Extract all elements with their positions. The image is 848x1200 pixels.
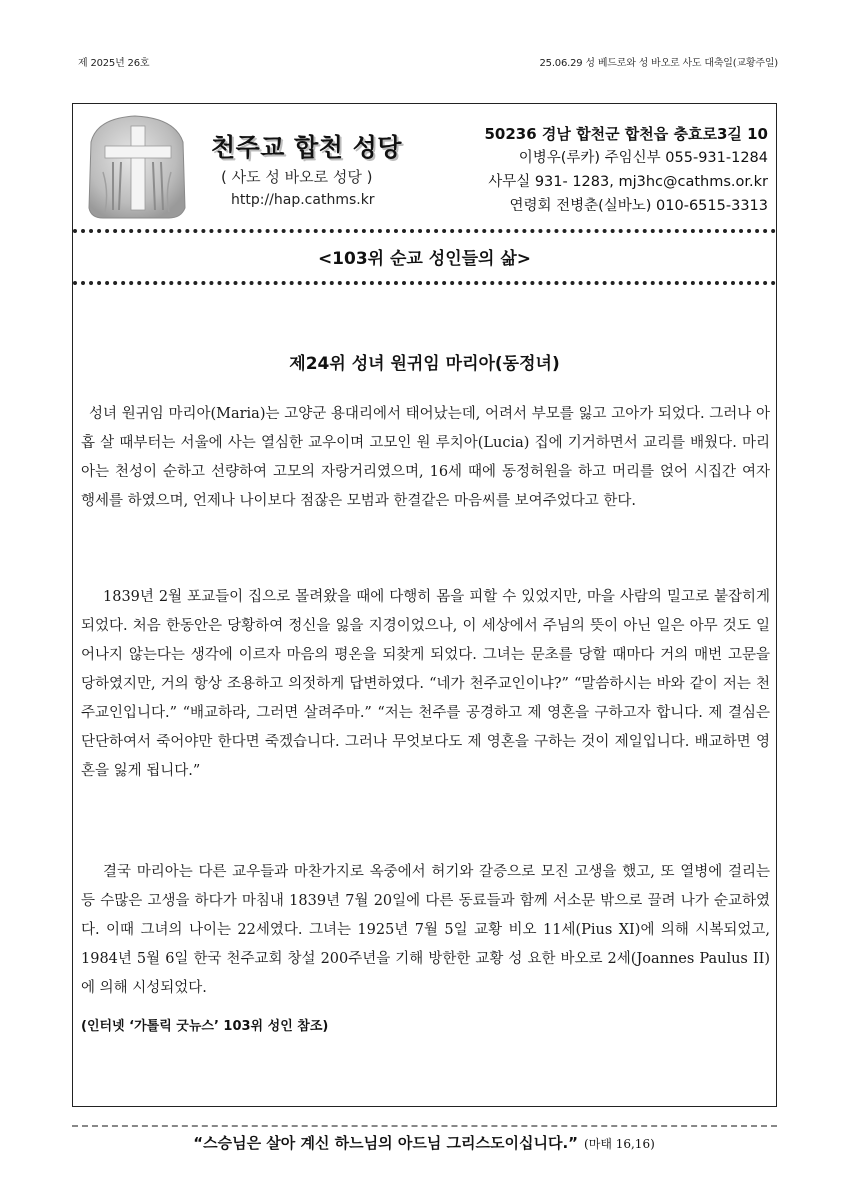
issue-number: 제 2025년 26호 (78, 58, 150, 69)
council-info: 연령회 전병춘(실바노) 010-6515-3313 (509, 198, 768, 214)
footer-quote: “스승님은 살아 계신 하느님의 아드님 그리스도이십니다.” (193, 1134, 579, 1152)
church-url[interactable]: http://hap.cathms.kr (231, 192, 375, 208)
footer-reference: (마태 16,16) (584, 1137, 655, 1151)
footer (0, 1132, 848, 1153)
bulletin-frame (72, 103, 777, 1107)
source-note: (인터넷 ‘가톨릭 굿뉴스’ 103위 성인 참조) (81, 1019, 329, 1034)
article-paragraph: 성녀 원귀임 마리아(Maria)는 고양군 용대리에서 태어났는데, 어려서 부모를 잃고 고아가 되었다. 그러나 아홉 살 때부터는 서울에 사는 열심한 교우이며 고모인 원 루치아(Lucia) 집에 기거하면서 교리를 배웠다. 마리아는 천성이 순하고 선량하여 고모의 자랑거리였으며, 16세 때에 동정허원을 하고 머리를 얹어 시집간 여자 행세를 하였으며, 언제나 나이보다 점잖은 모범과 한결같은 마음씨를 보여주었다고 한다. (81, 406, 770, 509)
office-info: 사무실 931- 1283, mj3hc@cathms.or.kr (488, 174, 768, 190)
footer-divider (72, 1125, 777, 1127)
church-patron: ( 사도 성 바오로 성당 ) (221, 168, 373, 186)
article-paragraph: 1839년 2월 포교들이 집으로 몰려왔을 때에 다행히 몸을 피할 수 있었지만, 마을 사람의 밀고로 붙잡히게 되었다. 처음 한동안은 당황하여 정신을 잃을 지경이었으나, 이 세상에서 주님의 뜻이 아닌 일은 아무 것도 일어나지 않는다는 생각에 이르자 마음의 평온을 되찾게 되었다. 그녀는 문초를 당할 때마다 거의 매번 고문을 당하였지만, 거의 항상 조용하고 의젓하게 답변하였다. “네가 천주교인이냐?” “말씀하시는 바와 같이 저는 천주교인입니다.” “배교하라, 그러면 살려주마.” “저는 천주를 공경하고 제 영혼을 구하고자 합니다. 제 결심은 단단하여서 죽어야만 한다면 죽겠습니다. 그러나 무엇보다도 제 영혼을 구하는 것이 제일입니다. 배교하면 영혼을 잃게 됩니다.” (81, 589, 770, 779)
address: 50236 경남 합천군 합천읍 충효로3길 10 (484, 125, 768, 143)
saint-title: 제24위 성녀 원귀임 마리아(동정녀) (289, 354, 560, 374)
series-divider (73, 281, 776, 285)
article-paragraph: 결국 마리아는 다른 교우들과 마찬가지로 옥중에서 허기와 갈증으로 모진 고생을 했고, 또 열병에 걸리는 등 수많은 고생을 하다가 마침내 1839년 7월 20일에 다른 동료들과 함께 서소문 밖으로 끌려 나가 순교하였다. 이때 그녀의 나이는 22세였다. 그녀는 1925년 7월 5일 교황 비오 11세(Pius XI)에 의해 시복되었고, 1984년 5월 6일 한국 천주교회 창설 200주년을 기해 방한한 교황 성 요한 바오로 2세(Joannes Paulus II)에 의해 시성되었다. (81, 864, 770, 996)
date-feast: 25.06.29 성 베드로와 성 바오로 사도 대축일(교황주일) (539, 58, 778, 69)
church-name: 천주교 합천 성당 (211, 133, 402, 162)
series-title: <103위 순교 성인들의 삶> (317, 249, 532, 269)
header-divider (73, 229, 776, 233)
contact-block (485, 122, 769, 218)
pastor-info: 이병우(루카) 주임신부 055-931-1284 (518, 150, 768, 166)
church-logo-icon (83, 112, 189, 220)
